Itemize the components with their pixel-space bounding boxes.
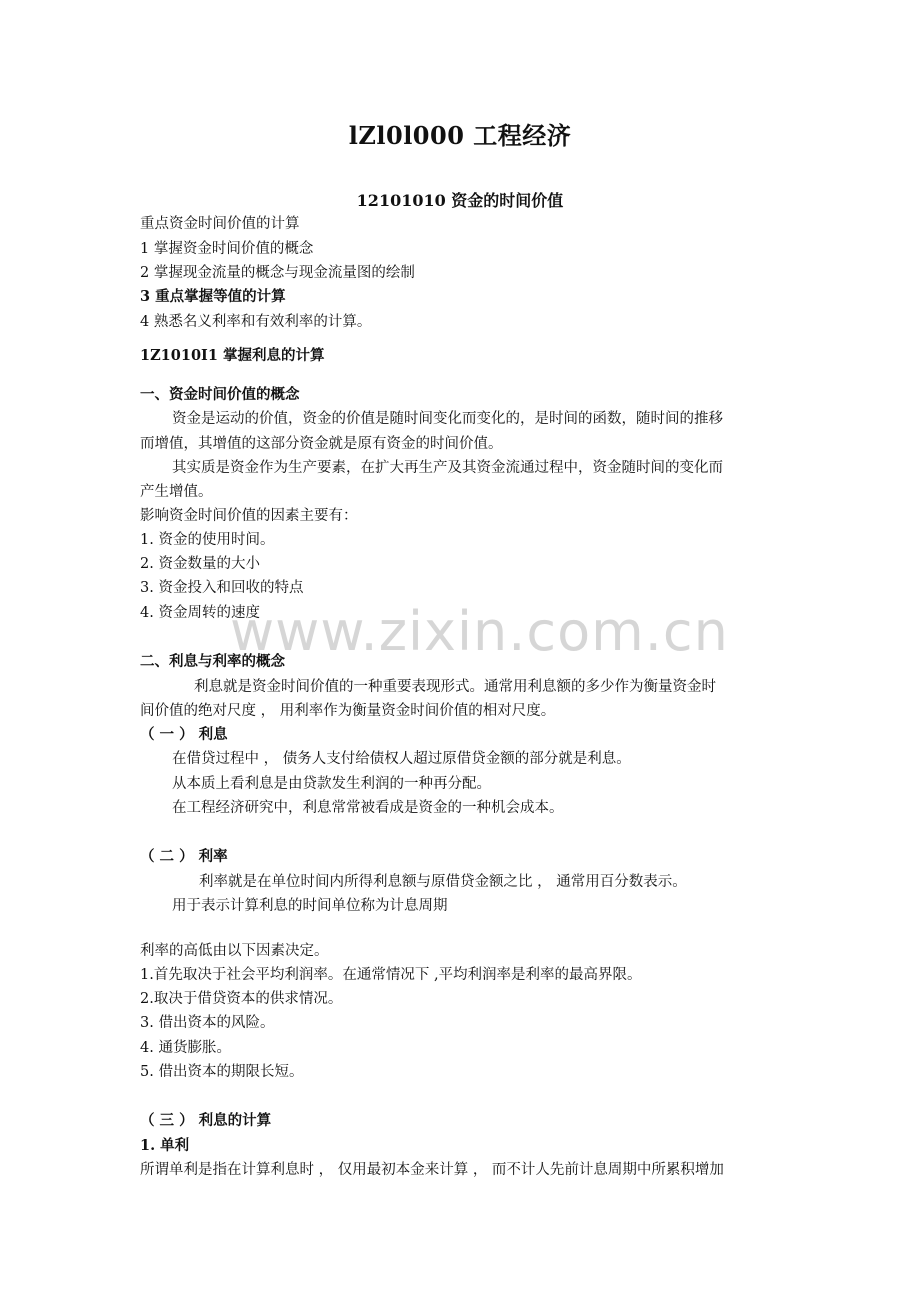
- subsection-heading: （ 一 ） 利息: [140, 726, 228, 743]
- subsection-heading: 1Z1010I1 掌握利息的计算: [140, 347, 325, 364]
- paragraph-line: 利息就是资金时间价值的一种重要表现形式。通常用利息额的多少作为衡量资金时: [194, 679, 716, 695]
- list-item: 3. 借出资本的风险。: [140, 1015, 275, 1031]
- paragraph-line: 资金是运动的价值，资金的价值是随时间变化而变化的，是时间的函数，随时间的推移: [172, 411, 723, 427]
- intro-line: 4 熟悉名义利率和有效利率的计算。: [140, 314, 372, 330]
- intro-line: 1 掌握资金时间价值的概念: [140, 241, 314, 257]
- paragraph-line: 所谓单利是指在计算利息时 ， 仅用最初本金来计算 ， 而不计人先前计息周期中所累积增加: [140, 1162, 724, 1178]
- section-heading: 一、资金时间价值的概念: [140, 386, 300, 403]
- intro-line: 重点资金时间价值的计算: [140, 216, 300, 232]
- intro-line: 3 重点掌握等值的计算: [140, 288, 286, 305]
- list-item: 5. 借出资本的期限长短。: [140, 1064, 304, 1080]
- list-item: 4. 资金周转的速度: [140, 605, 260, 621]
- list-item: 1. 单利: [140, 1137, 190, 1154]
- intro-line: 2 掌握现金流量的概念与现金流量图的绘制: [140, 265, 415, 281]
- paragraph-line: 其实质是资金作为生产要素，在扩大再生产及其资金流通过程中，资金随时间的变化而: [172, 460, 723, 476]
- watermark: www.zixin.com.cn: [230, 600, 729, 663]
- paragraph-line: 间价值的绝对尺度 ， 用利率作为衡量资金时间价值的相对尺度。: [140, 703, 556, 719]
- paragraph-line: 利率就是在单位时间内所得利息额与原借贷金额之比 ， 通常用百分数表示。: [199, 874, 687, 890]
- list-heading: 利率的高低由以下因素决定。: [140, 943, 329, 959]
- document-title: lZl0l000 工程经济: [348, 121, 572, 150]
- subsection-heading: （ 二 ） 利率: [140, 848, 228, 865]
- paragraph-line: 在借贷过程中 ， 债务人支付给债权人超过原借贷金额的部分就是利息。: [172, 751, 631, 767]
- list-item: 4. 通货膨胀。: [140, 1040, 231, 1056]
- list-item: 2. 资金数量的大小: [140, 556, 260, 572]
- list-item: 1.首先取决于社会平均利润率。在通常情况下 ,平均利润率是利率的最高界限。: [140, 967, 642, 983]
- section-subtitle: 12101010 资金的时间价值: [356, 191, 564, 210]
- section-heading: 二、利息与利率的概念: [140, 653, 285, 670]
- list-item: 2.取决于借贷资本的供求情况。: [140, 991, 343, 1007]
- paragraph-line: 从本质上看利息是由贷款发生利润的一种再分配。: [172, 776, 491, 792]
- list-item: 1. 资金的使用时间。: [140, 532, 275, 548]
- list-item: 3. 资金投入和回收的特点: [140, 580, 304, 596]
- paragraph-line: 在工程经济研究中，利息常常被看成是资金的一种机会成本。: [172, 800, 564, 816]
- subsection-heading: （ 三 ） 利息的计算: [140, 1112, 272, 1129]
- paragraph-line: 产生增值。: [140, 484, 213, 500]
- paragraph-line: 而增值，其增值的这部分资金就是原有资金的时间价值。: [140, 436, 503, 452]
- list-heading: 影响资金时间价值的因素主要有：: [140, 508, 358, 524]
- paragraph-line: 用于表示计算利息的时间单位称为计息周期: [172, 898, 448, 914]
